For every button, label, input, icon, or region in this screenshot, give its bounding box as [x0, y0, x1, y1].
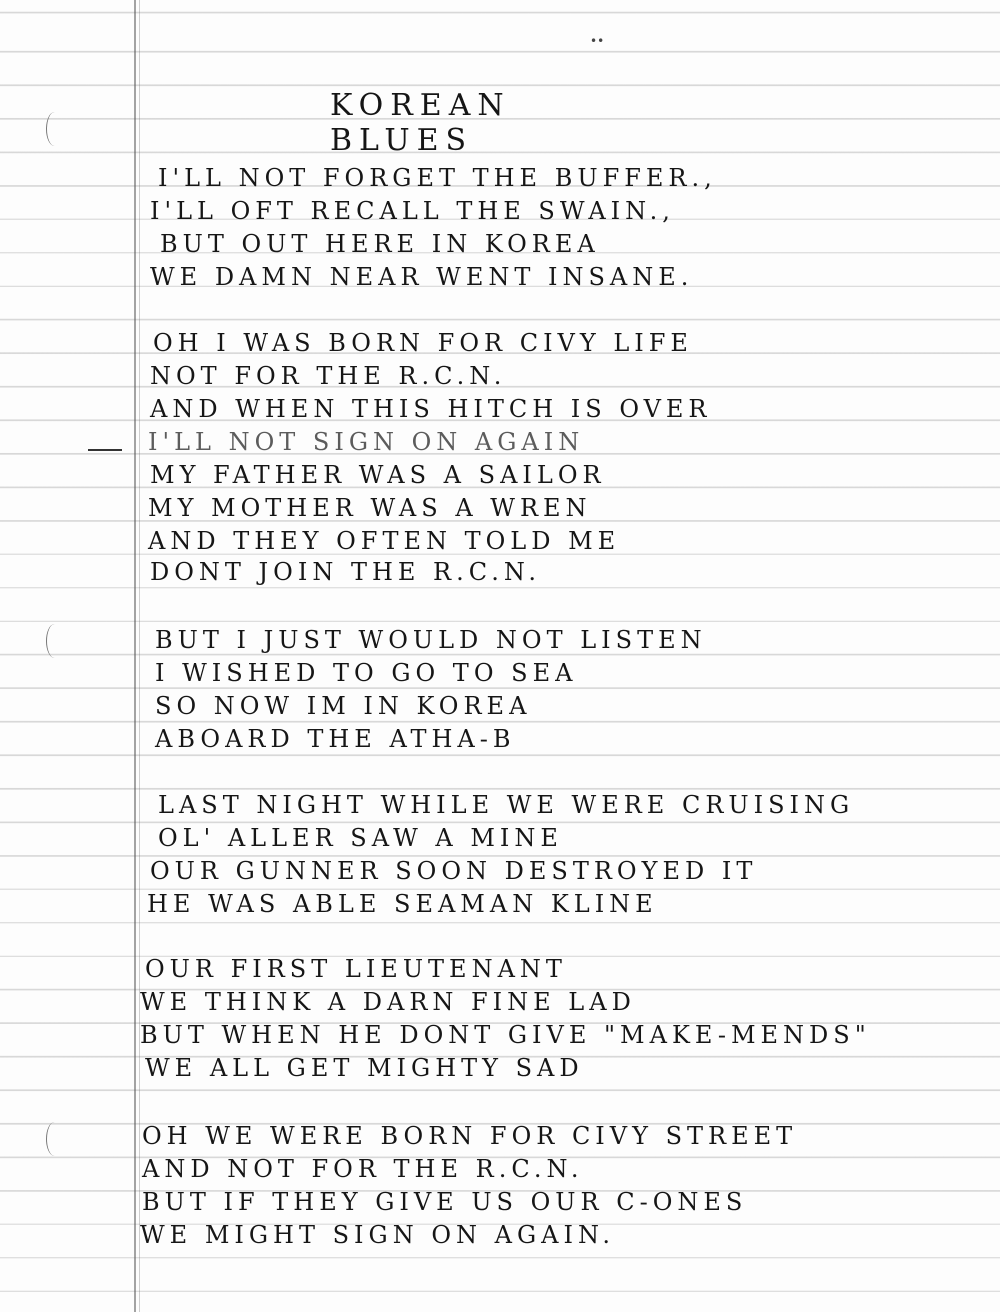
ink-speck: ••	[590, 34, 605, 48]
poem-title: KOREAN BLUES	[330, 88, 511, 158]
margin-rule	[134, 0, 136, 1312]
poem-line: MY FATHER WAS A SAILOR	[150, 461, 606, 489]
poem-line: MY MOTHER WAS A WREN	[148, 494, 592, 522]
poem-line: DONT JOIN THE R.C.N.	[150, 558, 541, 586]
binder-hole-mark	[46, 112, 63, 146]
margin-dash-mark	[88, 449, 122, 451]
poem-line: AND WHEN THIS HITCH IS OVER	[150, 395, 712, 423]
poem-line: SO NOW IM IN KOREA	[155, 692, 532, 720]
poem-line: AND NOT FOR THE R.C.N.	[142, 1155, 584, 1183]
poem-line: OH I WAS BORN FOR CIVY LIFE	[153, 329, 693, 357]
poem-line: OL' ALLER SAW A MINE	[158, 824, 563, 852]
poem-line: I'LL NOT FORGET THE BUFFER.,	[158, 164, 717, 192]
poem-line: WE MIGHT SIGN ON AGAIN.	[140, 1221, 616, 1249]
margin-rule-secondary	[139, 0, 140, 1312]
poem-line: OH WE WERE BORN FOR CIVY STREET	[142, 1122, 798, 1150]
binder-hole-mark	[46, 1122, 63, 1156]
poem-line: BUT I JUST WOULD NOT LISTEN	[155, 626, 707, 654]
poem-line: I'LL NOT SIGN ON AGAIN	[148, 428, 585, 456]
poem-line: NOT FOR THE R.C.N.	[150, 362, 507, 390]
binder-hole-mark	[46, 624, 63, 658]
poem-line: ABOARD THE ATHA-B	[155, 725, 516, 753]
poem-line: WE DAMN NEAR WENT INSANE.	[150, 263, 694, 291]
poem-line: I WISHED TO GO TO SEA	[155, 659, 578, 687]
poem-line: AND THEY OFTEN TOLD ME	[148, 527, 621, 555]
poem-line: WE ALL GET MIGHTY SAD	[145, 1054, 584, 1082]
poem-line: BUT IF THEY GIVE US OUR C-ONES	[142, 1188, 748, 1216]
poem-line: BUT WHEN HE DONT GIVE "MAKE-MENDS"	[140, 1021, 871, 1049]
poem-line: HE WAS ABLE SEAMAN KLINE	[147, 890, 658, 918]
poem-line: WE THINK A DARN FINE LAD	[140, 988, 636, 1016]
poem-line: LAST NIGHT WHILE WE WERE CRUISING	[158, 791, 855, 819]
poem-line: OUR FIRST LIEUTENANT	[145, 955, 567, 983]
poem-line: BUT OUT HERE IN KOREA	[160, 230, 600, 258]
poem-line: OUR GUNNER SOON DESTROYED IT	[150, 857, 758, 885]
poem-line: I'LL OFT RECALL THE SWAIN.,	[150, 197, 675, 225]
